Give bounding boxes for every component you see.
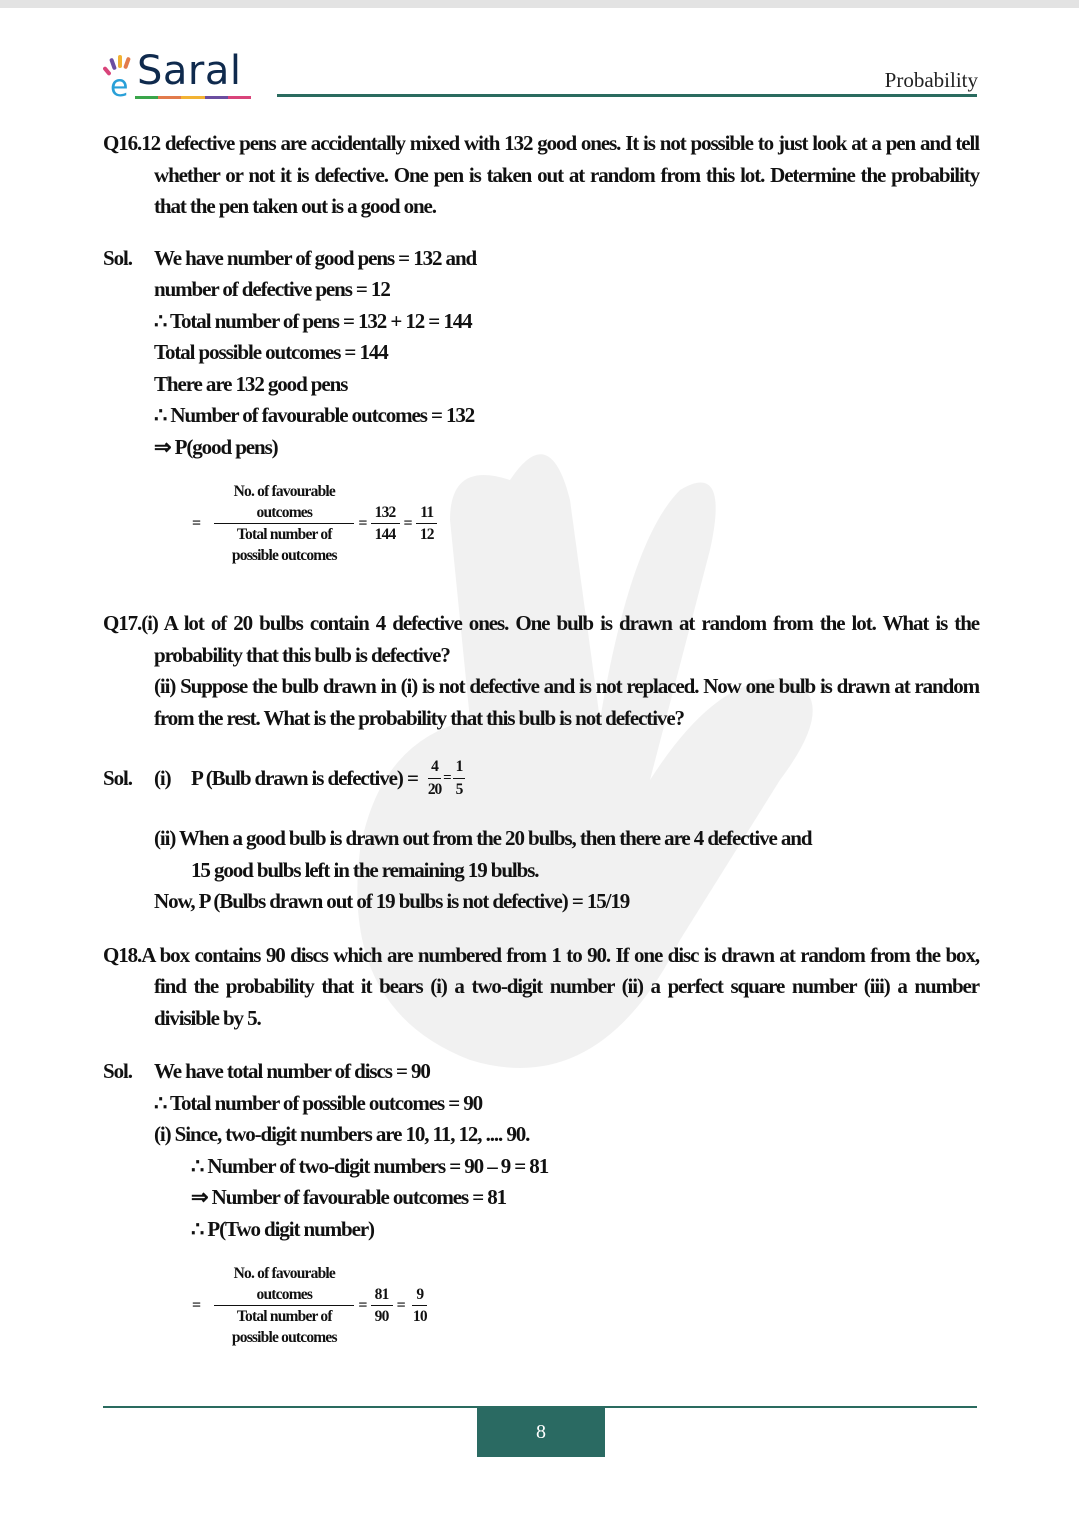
sol-line: ∴ Total number of possible outcomes = 90 bbox=[154, 1090, 483, 1115]
sol-line: ∴ Number of favourable outcomes = 132 bbox=[154, 403, 475, 427]
sol-line: Now, P (Bulbs drawn out of 19 bulbs is not defective) = 15/19 bbox=[154, 889, 630, 913]
sol-line: We have total number of discs = 90 bbox=[154, 1059, 430, 1083]
question-part-ii: (ii) Suppose the bulb drawn in (i) is not defective and is not replaced. Now one bulb is drawn at random from the rest. What is the probability that this bulb is not defective? bbox=[154, 674, 979, 730]
sol-line: There are 132 good pens bbox=[154, 371, 348, 396]
logo-text: Saral bbox=[137, 48, 242, 94]
sol-line: ∴ P(Two digit number) bbox=[191, 1216, 374, 1241]
question-18 bbox=[103, 940, 979, 1035]
sol-line: ∴ Total number of pens = 132 + 12 = 144 bbox=[154, 308, 472, 333]
sol-label: Sol. bbox=[103, 245, 132, 270]
sol-line: ∴ Number of two-digit numbers = 90 – 9 = 81 bbox=[191, 1153, 549, 1178]
sol-line: ⇒ P(good pens) bbox=[154, 434, 278, 459]
value-fraction: $\frac{81}{90}$ bbox=[371, 1284, 393, 1327]
fraction-1-5: $\frac{1}{5}$ bbox=[453, 756, 466, 801]
sol-line: number of defective pens = 12 bbox=[154, 277, 390, 301]
logo-color-bar bbox=[135, 96, 251, 99]
page-content bbox=[103, 128, 979, 1348]
fraction-4-20: $\frac{4}{20}$ bbox=[427, 758, 442, 798]
sol-line: Total possible outcomes = 144 bbox=[154, 340, 388, 364]
value-fraction: $\frac{132}{144}$ bbox=[371, 502, 400, 545]
hand-logo-icon bbox=[103, 54, 139, 98]
sol-line: (ii) When a good bulb is drawn out from the 20 bulbs, then there are 4 defective and bbox=[154, 826, 812, 850]
svg-text:e: e bbox=[110, 69, 129, 98]
top-bar bbox=[0, 0, 1079, 8]
sol-line: P (Bulb drawn is defective) = bbox=[191, 765, 418, 790]
formula-fraction: $\frac{\text{No. of favourable outcomes}}{\text{Total number of possible outcomes}}$ bbox=[214, 1263, 354, 1348]
formula-fraction: $\frac{\text{No. of favourable outcomes}}{\text{Total number of possible outcomes}}$ bbox=[214, 481, 354, 566]
sol-label: Sol. bbox=[103, 765, 132, 790]
header-divider bbox=[277, 94, 977, 97]
sol-line: 15 good bulbs left in the remaining 19 bulbs. bbox=[191, 857, 539, 882]
question-17 bbox=[103, 608, 979, 734]
equals-sign: = bbox=[192, 1297, 201, 1314]
question-number: Q18. bbox=[103, 942, 142, 967]
question-text: A box contains 90 discs which are numbered from 1 to 90. If one disc is drawn at random from the box, find the probability that it bears (i) a two-digit number (ii) a perfect square number (iii) a number divisible by 5. bbox=[141, 942, 979, 1030]
question-part-i: (i) A lot of 20 bulbs contain 4 defective ones. One bulb is drawn at random from the lot. What is the probability that this bulb is defective? bbox=[141, 611, 979, 667]
question-number: Q16. bbox=[103, 131, 142, 155]
question-16 bbox=[103, 128, 979, 223]
sol-line: We have number of good pens = 132 and bbox=[154, 245, 477, 270]
page-number: 8 bbox=[477, 1407, 605, 1457]
question-number: Q17. bbox=[103, 611, 142, 635]
probability-formula: = $\frac{\text{No. of favourable outcomes}}{\text{Total number of possible outcomes}}$ = $\frac{132}{144}$ = $\frac{11}{12}$ bbox=[188, 481, 979, 566]
esaral-logo bbox=[103, 48, 253, 100]
solution-16 bbox=[103, 243, 979, 567]
sol-label: Sol. bbox=[103, 1059, 132, 1083]
solution-17: Sol. (i) P (Bulb drawn is defective) = $\frac{4}{20}$ = $\frac{1}{5}$ (ii) When a good bulb is drawn out from the 20 bulbs, then there are 4 defective and 15 good bulbs left in the remaining 19 bulbs. Now, P (Bulbs drawn out of 19 bulbs is not defective) = 15/19 bbox=[103, 756, 979, 918]
result-fraction: $\frac{9}{10}$ bbox=[412, 1286, 427, 1325]
probability-formula: = $\frac{\text{No. of favourable outcomes}}{\text{Total number of possible outcomes}}$ = $\frac{81}{90}$ = $\frac{9}{10}$ bbox=[188, 1263, 979, 1348]
solution-18 bbox=[103, 1056, 979, 1348]
equals-sign: = bbox=[192, 515, 201, 532]
sol-line: ⇒ Number of favourable outcomes = 81 bbox=[191, 1185, 507, 1209]
sol-line: (i) Since, two-digit numbers are 10, 11, 12, .... 90. bbox=[154, 1122, 530, 1146]
result-fraction: $\frac{11}{12}$ bbox=[416, 502, 438, 545]
question-text: 12 defective pens are accidentally mixed with 132 good ones. It is not possible to just look at a pen and tell whether or not it is defective. One pen is taken out at random from this lot. Determine the probability that the pen taken out is a good one. bbox=[141, 131, 979, 218]
section-title: Probability bbox=[884, 68, 978, 92]
